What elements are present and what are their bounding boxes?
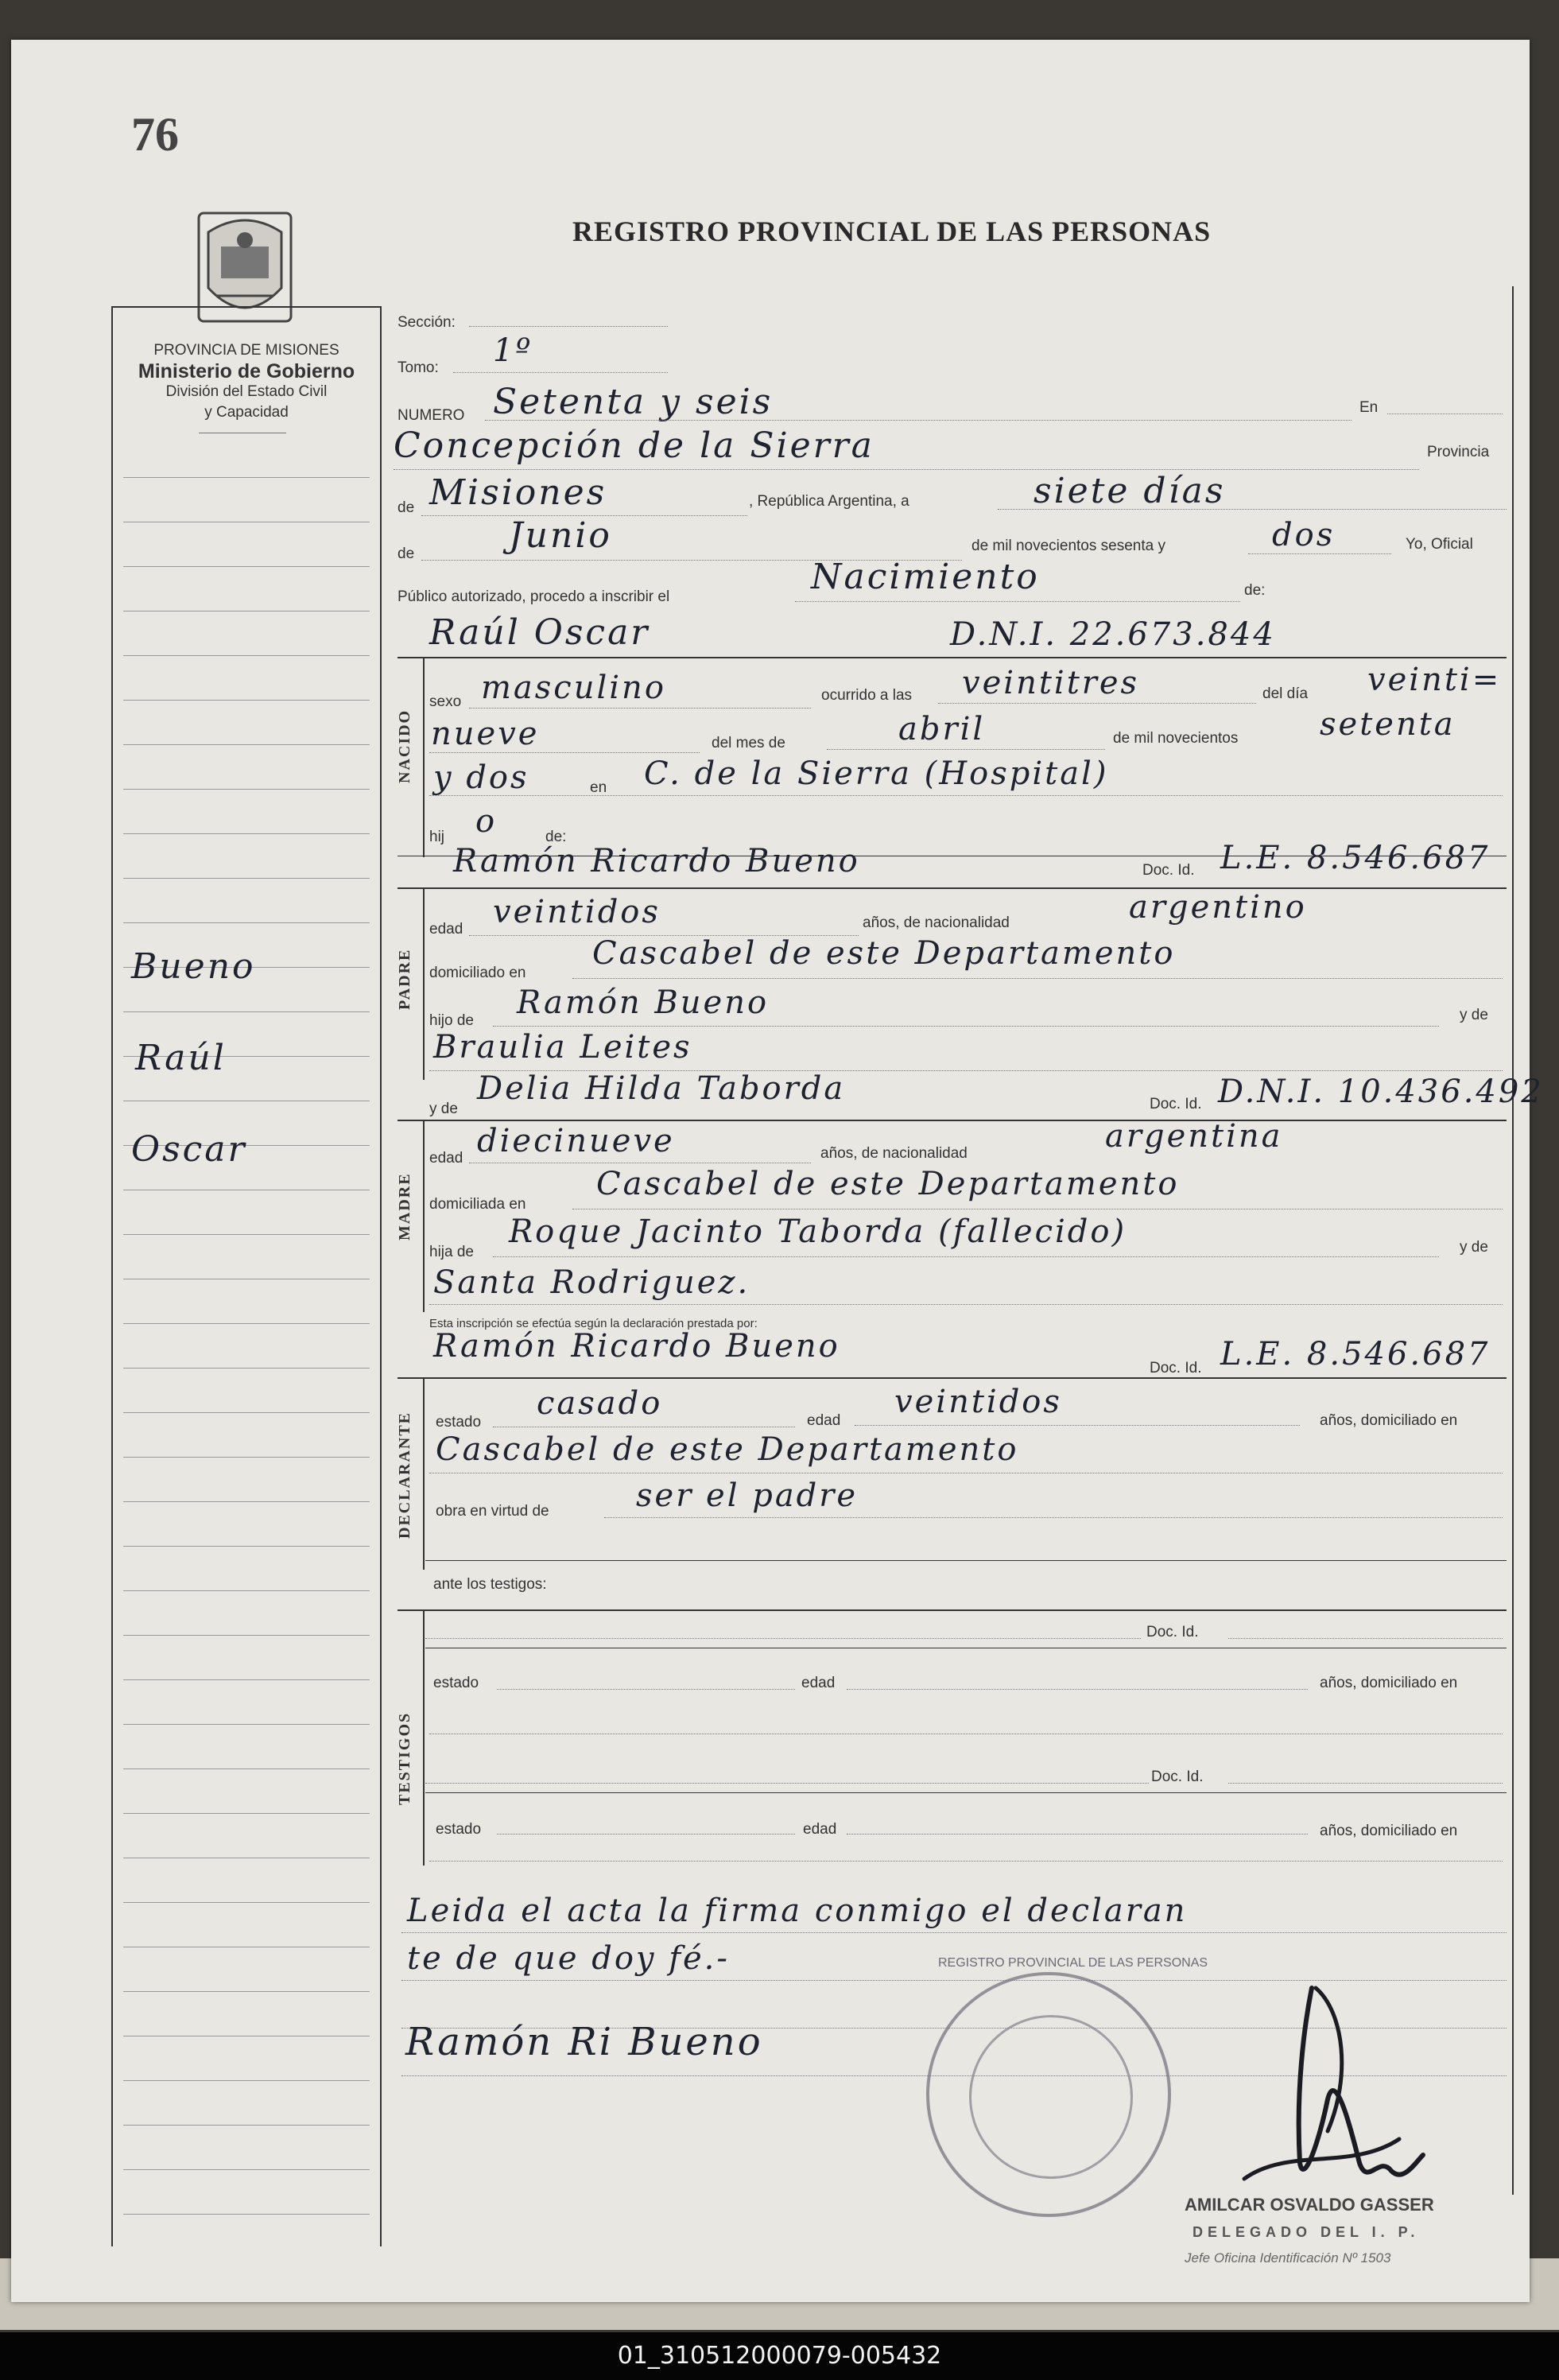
declarante-estado-value: casado <box>537 1385 663 1422</box>
cierre-line-1: Leida el acta la firma conmigo el declaran <box>407 1893 1188 1929</box>
provincia-value: Misiones <box>429 472 607 513</box>
madre-y-de-label: y de <box>429 1101 458 1117</box>
official-seal <box>926 1972 1171 2217</box>
hora-line <box>938 703 1256 704</box>
declarante-nombre-value: Ramón Ricardo Bueno <box>433 1328 840 1365</box>
margin-rule <box>123 611 370 612</box>
testigo1-estado-line <box>497 1689 795 1690</box>
ante-testigos-label: ante los testigos: <box>433 1576 547 1593</box>
margin-rule <box>123 1590 370 1591</box>
official-name: AMILCAR OSVALDO GASSER <box>1185 2195 1434 2215</box>
declarante-edad-value: veintidos <box>894 1384 1062 1420</box>
nombre-value: Raúl Oscar <box>429 612 650 653</box>
margin-rule <box>123 655 370 656</box>
division-line-2: y Capacidad <box>204 404 289 421</box>
section-declarante: DECLARANTE <box>396 1411 413 1539</box>
testigo2-edad-line <box>847 1834 1308 1835</box>
padre-y-de-label: y de <box>1460 1007 1488 1023</box>
margin-rule <box>123 566 370 567</box>
madre-nombre-value: Delia Hilda Taborda <box>477 1070 846 1107</box>
lugar-nac-line <box>429 795 1503 796</box>
padre-madre-value: Braulia Leites <box>433 1029 692 1066</box>
dia-nac-value-1: veinti= <box>1367 662 1502 698</box>
madre-madre-line <box>429 1304 1503 1305</box>
padre-dom-label: domiciliado en <box>429 965 526 981</box>
de-label-1: de <box>398 499 415 516</box>
madre-nac-label: años, de nacionalidad <box>820 1145 968 1162</box>
madre-top-rule <box>398 1120 1507 1121</box>
del-dia-label: del día <box>1262 685 1309 702</box>
mes-nac-line <box>827 749 1105 750</box>
page-number: 76 <box>131 108 179 161</box>
de-colon-label: de: <box>1244 582 1266 599</box>
en-label: En <box>1359 399 1379 416</box>
tomo-label: Tomo: <box>398 359 439 376</box>
testigo1-edad-line <box>847 1689 1308 1690</box>
padre-divider <box>423 889 425 1080</box>
provincia-label: Provincia <box>1427 444 1490 460</box>
testigo1-dom-label: años, domiciliado en <box>1320 1675 1458 1691</box>
obra-line <box>604 1517 1503 1518</box>
margin-rule <box>123 1546 370 1547</box>
dia-line <box>998 509 1507 510</box>
padre-nac-label: años, de nacionalidad <box>863 914 1010 931</box>
madre-edad-value: diecinueve <box>477 1123 675 1159</box>
margin-top-border <box>111 306 382 308</box>
section-madre: MADRE <box>396 1172 413 1240</box>
footer-id: 01_310512000079-005432 <box>617 2342 942 2370</box>
margin-rule <box>123 2214 370 2215</box>
section-testigos: TESTIGOS <box>396 1711 413 1805</box>
padre-dom-line <box>572 978 1503 979</box>
yo-oficial-label: Yo, Oficial <box>1406 536 1473 553</box>
hijo-label: hij <box>429 829 445 845</box>
anio-line <box>1248 553 1391 554</box>
margin-rule <box>123 2169 370 2170</box>
sexo-line <box>469 708 811 709</box>
declarante-obra-value: ser el padre <box>636 1477 859 1514</box>
publico-label: Público autorizado, procedo a inscribir el <box>398 588 670 605</box>
official-signature-icon <box>1240 1980 1447 2203</box>
testigo2-dom-label: años, domiciliado en <box>1320 1823 1458 1839</box>
padre-nac-value: argentino <box>1129 889 1307 926</box>
margin-rule <box>123 1813 370 1814</box>
testigo1-edad-label: edad <box>801 1675 836 1691</box>
de-mil-label: de mil novecientos sesenta y <box>971 538 1165 554</box>
padre-dom-value: Cascabel de este Departamento <box>592 935 1176 972</box>
inscripcion-label: Esta inscripción se efectúa según la declaración prestada por: <box>429 1317 758 1330</box>
hijo-value: o <box>475 803 498 840</box>
obra-label: obra en virtud de <box>436 1503 549 1520</box>
document-title: REGISTRO PROVINCIAL DE LAS PERSONAS <box>572 215 1212 247</box>
madre-madre-value: Santa Rodriguez. <box>433 1264 750 1301</box>
de-mil-nov-label: de mil novecientos <box>1113 730 1239 747</box>
madre-dom-label: domiciliada en <box>429 1196 526 1213</box>
padre-padre-line <box>493 1026 1439 1027</box>
madre-edad-label: edad <box>429 1150 463 1167</box>
del-mes-label: del mes de <box>712 735 785 751</box>
republica-label: , República Argentina, a <box>749 493 909 510</box>
margin-rule <box>123 1679 370 1680</box>
mes-value: Junio <box>509 515 612 556</box>
testigos-divider <box>423 1611 425 1866</box>
section-padre: PADRE <box>396 948 413 1010</box>
margin-rule <box>123 477 370 478</box>
numero-value: Setenta y seis <box>493 382 774 422</box>
testigo2-dom-line <box>429 1861 1503 1862</box>
padre-edad-label: edad <box>429 921 463 938</box>
madre-divider <box>423 1121 425 1312</box>
padre-nombre-value: Ramón Ricardo Bueno <box>453 843 860 879</box>
lugar-value: Concepción de la Sierra <box>394 425 875 466</box>
seccion-label: Sección: <box>398 314 456 331</box>
acto-value: Nacimiento <box>811 557 1040 597</box>
testigo2-rule <box>425 1792 1507 1793</box>
declarante-dom-label: años, domiciliado en <box>1320 1412 1458 1429</box>
declarante-top-rule <box>398 1377 1507 1379</box>
official-seal-inner <box>969 2015 1133 2179</box>
testigo1-doc-label: Doc. Id. <box>1146 1624 1199 1640</box>
madre-hija-de-label: hija de <box>429 1244 474 1260</box>
anio-value: dos <box>1272 517 1336 553</box>
cierre-line-1-rule <box>401 1932 1507 1933</box>
official-sub: Jefe Oficina Identificación Nº 1503 <box>1185 2250 1391 2265</box>
numero-line <box>485 420 1352 421</box>
tomo-value: 1º <box>493 332 533 369</box>
dia-nac-value-2: nueve <box>431 716 540 752</box>
margin-rule <box>123 700 370 701</box>
seal-text: REGISTRO PROVINCIAL DE LAS PERSONAS <box>938 1956 1208 1970</box>
declarante-signature: Ramón Ri Bueno <box>405 2020 763 2064</box>
seccion-line <box>469 326 668 327</box>
margin-rule <box>123 1902 370 1903</box>
testigo2-doc-line <box>1228 1783 1503 1784</box>
padre-padre-value: Ramón Bueno <box>517 984 770 1021</box>
division-line-1: División del Estado Civil <box>165 383 328 400</box>
margin-rule <box>123 1234 370 1235</box>
de-label-2: de <box>398 545 415 562</box>
margin-first-name: Raúl <box>135 1038 227 1078</box>
madre-dom-value: Cascabel de este Departamento <box>596 1166 1180 1202</box>
madre-nac-value: argentina <box>1105 1118 1283 1155</box>
hora-value: veintitres <box>962 665 1140 701</box>
section-nacido: NACIDO <box>396 709 413 783</box>
dia-nac-line <box>429 752 700 753</box>
testigo2-estado-label: estado <box>436 1821 482 1838</box>
en-line <box>1387 413 1503 414</box>
madre-doc-value: D.N.I. 10.436.492 <box>1218 1074 1544 1110</box>
sexo-value: masculino <box>481 670 666 706</box>
madre-y-de-label-2: y de <box>1460 1239 1488 1256</box>
lugar-nac-value: C. de la Sierra (Hospital) <box>644 755 1109 792</box>
margin-rule <box>123 878 370 879</box>
padre-doc-label: Doc. Id. <box>1142 862 1195 879</box>
declarante-divider <box>423 1379 425 1570</box>
margin-rule <box>123 1768 370 1769</box>
testigo1-name-line <box>425 1638 1141 1639</box>
padre-top-rule <box>398 887 1507 889</box>
testigo2-name-line <box>425 1783 1149 1784</box>
official-role: DELEGADO DEL I. P. <box>1193 2224 1420 2240</box>
margin-rule <box>123 922 370 923</box>
nombre-rule <box>398 657 1507 658</box>
margin-rule <box>123 2125 370 2126</box>
mes-nac-value: abril <box>898 711 986 747</box>
numero-label: NUMERO <box>398 407 465 424</box>
ocurrido-label: ocurrido a las <box>821 687 913 704</box>
page-right-border <box>1512 286 1514 2195</box>
margin-rule <box>123 1635 370 1636</box>
margin-left-border <box>111 306 113 2246</box>
tomo-line <box>453 372 668 373</box>
declarante-dom-value: Cascabel de este Departamento <box>436 1431 1019 1468</box>
margin-rule <box>123 1011 370 1012</box>
cierre-line-2: te de que doy fé.- <box>407 1940 730 1977</box>
margin-rule <box>123 833 370 834</box>
declarante-edad-label: edad <box>807 1412 841 1429</box>
testigo1-doc-line <box>1228 1638 1503 1639</box>
hijo-de-label: de: <box>545 829 567 845</box>
margin-rule <box>123 1368 370 1369</box>
margin-rule <box>123 789 370 790</box>
declarante-bottom-rule <box>425 1560 1507 1561</box>
anio-nac-value-1: setenta <box>1320 706 1456 743</box>
declarante-estado-label: estado <box>436 1414 482 1431</box>
sexo-label: sexo <box>429 693 462 710</box>
testigo2-estado-line <box>497 1834 795 1835</box>
nacido-divider <box>423 658 425 857</box>
dni-value: D.N.I. 22.673.844 <box>950 616 1276 653</box>
testigo2-doc-label: Doc. Id. <box>1151 1768 1204 1785</box>
margin-rule <box>123 1501 370 1502</box>
madre-padre-value: Roque Jacinto Taborda (fallecido) <box>509 1213 1127 1250</box>
margin-rule <box>123 2080 370 2081</box>
margin-rule <box>123 1724 370 1725</box>
province-name: PROVINCIA DE MISIONES <box>153 342 339 359</box>
declarante-doc-value: L.E. 8.546.687 <box>1220 1336 1491 1372</box>
margin-right-border <box>380 306 382 2246</box>
margin-rule <box>123 744 370 745</box>
margin-rule <box>123 1991 370 1992</box>
padre-hijo-de-label: hijo de <box>429 1012 474 1029</box>
anio-nac-value-2: y dos <box>433 759 529 796</box>
margin-rule <box>123 1412 370 1413</box>
padre-edad-value: veintidos <box>493 894 661 930</box>
margin-rule <box>123 1457 370 1458</box>
testigo2-edad-label: edad <box>803 1821 837 1838</box>
margin-middle-name: Oscar <box>131 1129 247 1170</box>
issuing-authority <box>119 340 374 423</box>
declarante-doc-label: Doc. Id. <box>1150 1360 1202 1376</box>
en-small-label: en <box>590 779 607 796</box>
lugar-line <box>394 469 1419 470</box>
testigos-top-rule <box>398 1609 1507 1611</box>
acto-line <box>795 601 1240 602</box>
padre-doc-value: L.E. 8.546.687 <box>1220 840 1491 876</box>
margin-surname: Bueno <box>131 946 256 987</box>
testigo1-estado-label: estado <box>433 1675 479 1691</box>
ministry-name: Ministerio de Gobierno <box>138 360 355 382</box>
madre-padre-line <box>493 1256 1439 1257</box>
declarante-edad-line <box>855 1425 1300 1426</box>
dia-value: siete días <box>1034 471 1226 511</box>
margin-rule <box>123 1323 370 1324</box>
madre-doc-label: Doc. Id. <box>1150 1096 1202 1112</box>
province-crest-icon <box>192 208 297 326</box>
